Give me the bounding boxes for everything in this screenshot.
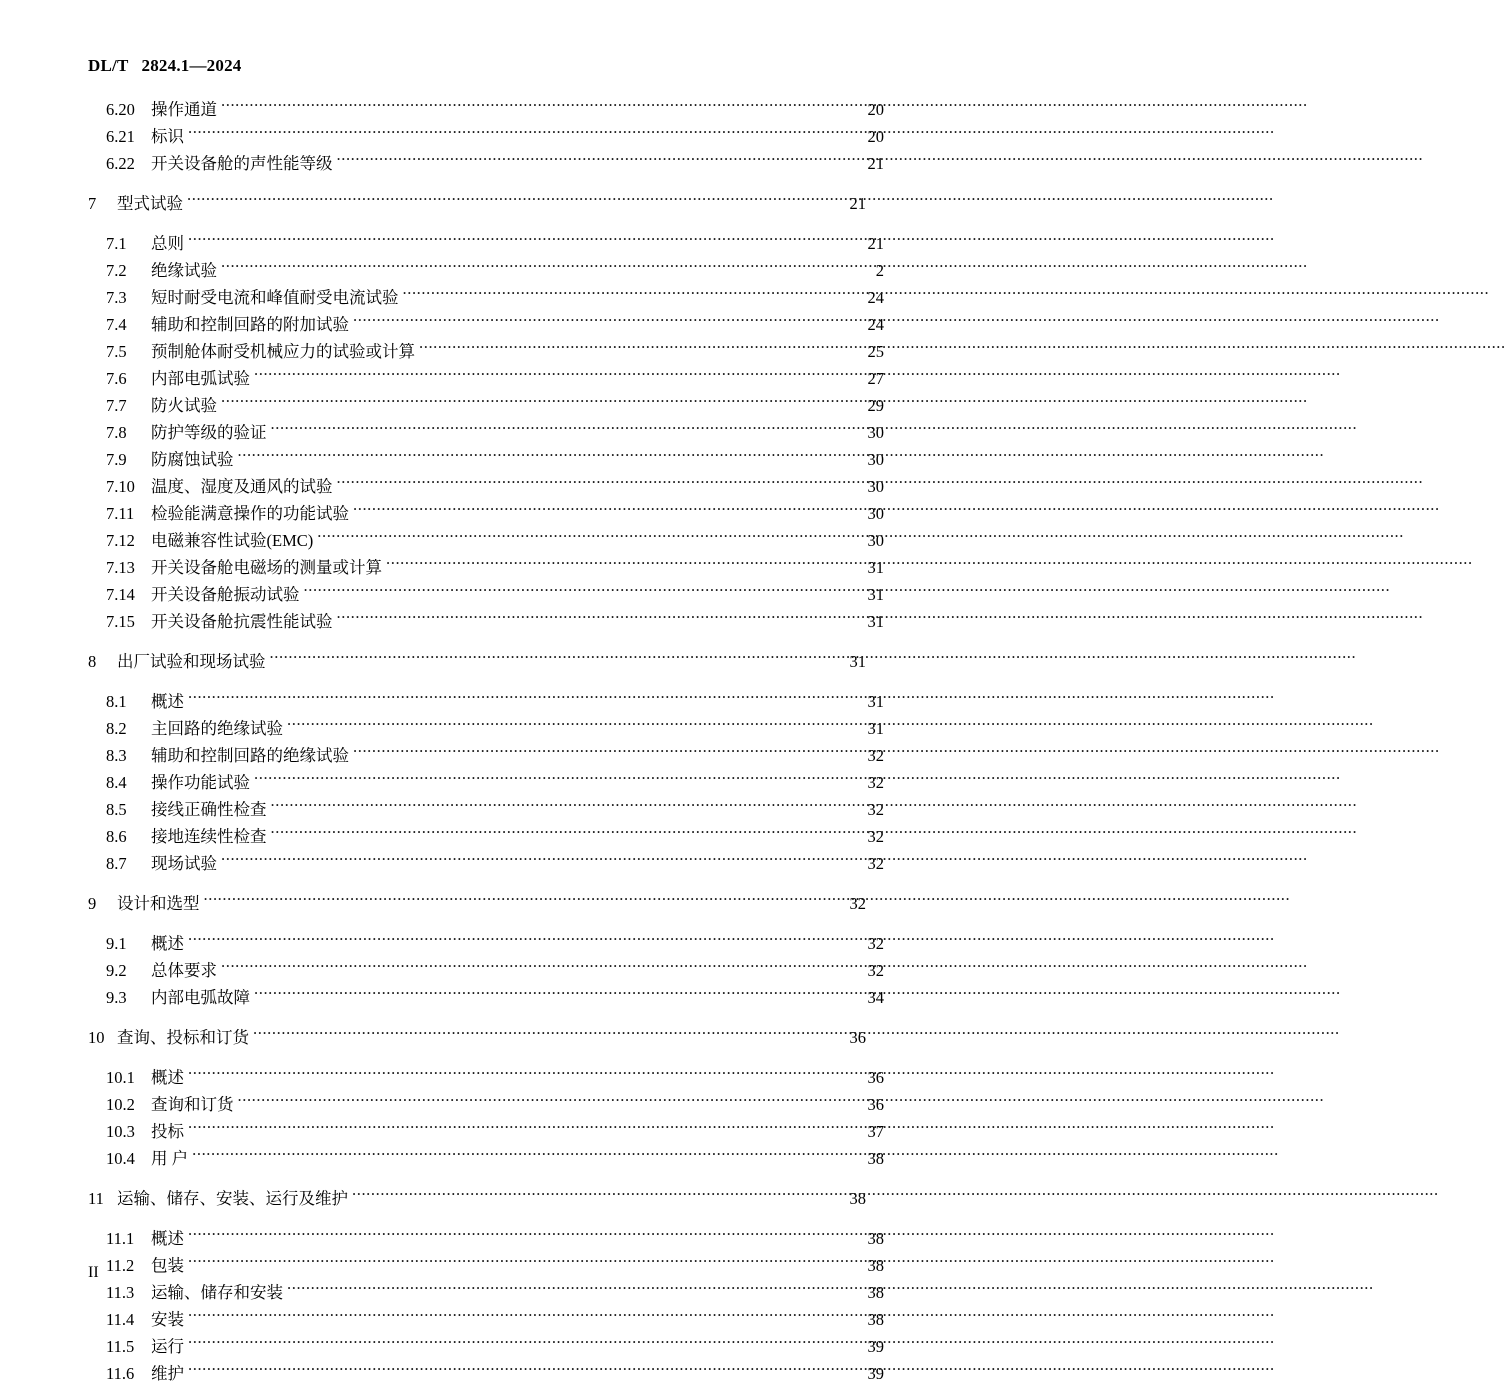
toc-dot-leader [188,1309,851,1325]
toc-entry-title: 短时耐受电流和峰值耐受电流试验 [151,288,399,307]
toc-entry-number: 7.9 [106,450,127,469]
toc-dot-leader [221,260,858,276]
table-of-contents [88,96,884,1387]
toc-entry-page-number: 38 [867,1310,884,1329]
toc-entry-page-number: 29 [867,396,884,415]
toc-entry[interactable] [88,190,866,217]
toc-entry-page-number: 32 [867,746,884,765]
toc-entry-page-number: 34 [867,988,884,1007]
toc-entry-page-number: 38 [867,1229,884,1248]
toc-entry-page-number: 38 [867,1283,884,1302]
toc-entry-page-number: 30 [867,423,884,442]
toc-dot-leader [353,745,858,761]
toc-entry-number: 7.14 [106,585,135,604]
toc-entry-page-number: 20 [867,100,884,119]
toc-entry-number: 10.4 [106,1149,135,1168]
toc-entry[interactable] [88,850,884,877]
toc-entry-title: 辅助和控制回路的附加试验 [151,315,349,334]
toc-entry-title: 预制舱体耐受机械应力的试验或计算 [151,342,415,361]
toc-entry-number: 8.7 [106,854,127,873]
toc-dot-leader [419,341,858,357]
toc-entry-page-number: 21 [867,154,884,173]
toc-entry-number: 7.12 [106,531,135,550]
toc-dot-leader [187,193,840,209]
toc-entry-title: 用 户 [151,1149,189,1168]
toc-entry-title: 型式试验 [117,194,183,213]
toc-entry-title: 投标 [151,1122,184,1141]
toc-entry[interactable] [88,1145,884,1172]
toc-entry-title: 出厂试验和现场试验 [117,652,266,671]
toc-entry-page-number: 2 [875,261,884,280]
toc-entry-title: 主回路的绝缘试验 [151,719,283,738]
toc-dot-leader [337,153,859,169]
toc-entry-page-number: 32 [867,854,884,873]
toc-entry-number: 6.22 [106,154,135,173]
toc-entry-number: 9.2 [106,961,127,980]
toc-entry-title: 设计和选型 [117,894,200,913]
toc-entry-number: 8 [88,652,97,671]
toc-dot-leader [188,1228,851,1244]
toc-dot-leader [270,651,841,667]
toc-entry-title: 概述 [151,692,184,711]
toc-dot-leader [221,960,858,976]
toc-entry-page-number: 32 [849,894,866,913]
toc-entry-number: 7.2 [106,261,127,280]
toc-entry-page-number: 21 [849,194,866,213]
toc-entry-title: 防护等级的验证 [151,423,267,442]
toc-entry-title: 检验能满意操作的功能试验 [151,504,349,523]
toc-entry-number: 11.2 [106,1256,135,1275]
toc-dot-leader [204,893,841,909]
toc-entry-page-number: 32 [867,961,884,980]
toc-entry[interactable] [88,1360,884,1387]
toc-dot-leader [352,1188,833,1204]
toc-entry-number: 7.4 [106,315,127,334]
toc-entry-number: 9.3 [106,988,127,1007]
toc-entry-page-number: 24 [867,315,884,334]
toc-entry-number: 7.13 [106,558,135,577]
toc-entry-title: 概述 [151,934,184,953]
toc-entry-number: 7.15 [106,612,135,631]
toc-entry-title: 运行 [151,1337,184,1356]
toc-entry-title: 内部电弧试验 [151,369,250,388]
toc-entry-title: 查询、投标和订货 [117,1028,249,1047]
toc-entry-number: 8.4 [106,773,127,792]
toc-entry-title: 内部电弧故障 [151,988,250,1007]
toc-entry[interactable] [88,890,866,917]
toc-entry-page-number: 31 [867,692,884,711]
toc-dot-leader [287,718,851,734]
toc-dot-leader [188,933,858,949]
toc-entry-page-number: 30 [867,504,884,523]
running-header: DL/T 2824.1—2024 [88,56,242,75]
toc-entry-page-number: 20 [867,127,884,146]
toc-entry-page-number: 36 [867,1068,884,1087]
toc-entry-title: 接地连续性检查 [151,827,267,846]
toc-dot-leader [287,1282,851,1298]
toc-dot-leader [188,691,858,707]
toc-entry-number: 11.3 [106,1283,135,1302]
toc-entry-title: 概述 [151,1229,184,1248]
toc-dot-leader [271,422,859,438]
toc-dot-leader [188,1067,858,1083]
toc-entry-number: 11.1 [106,1229,135,1248]
toc-dot-leader [403,287,859,303]
toc-dot-leader [188,1363,858,1379]
toc-entry-number: 11 [88,1189,104,1208]
toc-entry-title: 接线正确性检查 [151,800,267,819]
toc-dot-leader [238,1094,859,1110]
toc-entry-page-number: 31 [849,652,866,671]
toc-dot-leader [238,449,859,465]
toc-entry-title: 总则 [151,234,184,253]
toc-entry-title: 运输、储存、安装、运行及维护 [117,1189,348,1208]
toc-entry-number: 7.1 [106,234,127,253]
toc-entry-page-number: 31 [867,558,884,577]
toc-entry-page-number: 38 [849,1189,866,1208]
toc-dot-leader [254,772,858,788]
toc-entry-number: 11.4 [106,1310,135,1329]
toc-entry-number: 10.2 [106,1095,135,1114]
toc-entry-title: 开关设备舱振动试验 [151,585,300,604]
toc-entry[interactable] [88,1024,866,1051]
toc-entry-title: 查询和订货 [151,1095,234,1114]
toc-entry-page-number: 30 [867,477,884,496]
toc-entry-page-number: 32 [867,800,884,819]
toc-dot-leader [271,799,859,815]
toc-entry-number: 8.3 [106,746,127,765]
toc-entry-page-number: 32 [867,934,884,953]
toc-entry-title: 包装 [151,1256,184,1275]
toc-entry-page-number: 38 [867,1256,884,1275]
toc-entry-number: 7 [88,194,97,213]
toc-entry-title: 现场试验 [151,854,217,873]
toc-entry-number: 7.3 [106,288,127,307]
toc-entry-title: 维护 [151,1364,184,1383]
toc-entry-number: 7.7 [106,396,127,415]
toc-entry-number: 10.3 [106,1122,135,1141]
toc-entry-title: 开关设备舱电磁场的测量或计算 [151,558,382,577]
toc-entry-number: 6.20 [106,100,135,119]
toc-dot-leader [353,503,851,519]
toc-entry-title: 标识 [151,127,184,146]
toc-entry-title: 运输、储存和安装 [151,1283,283,1302]
toc-entry-page-number: 39 [867,1337,884,1356]
toc-dot-leader [337,476,852,492]
toc-entry-page-number: 36 [867,1095,884,1114]
toc-entry[interactable] [88,150,884,177]
toc-entry-page-number: 21 [867,234,884,253]
toc-dot-leader [188,126,851,142]
toc-entry-number: 7.5 [106,342,127,361]
toc-entry-number: 9.1 [106,934,127,953]
toc-entry[interactable] [88,648,866,675]
toc-entry-page-number: 24 [867,288,884,307]
toc-dot-leader [253,1027,833,1043]
toc-dot-leader [254,987,858,1003]
toc-entry-number: 9 [88,894,97,913]
toc-entry-page-number: 32 [867,773,884,792]
toc-entry-title: 防腐蚀试验 [151,450,234,469]
toc-entry-title: 总体要求 [151,961,217,980]
toc-entry[interactable] [88,1185,866,1212]
toc-entry-number: 7.6 [106,369,127,388]
toc-entry-page-number: 25 [867,342,884,361]
toc-entry-number: 8.2 [106,719,127,738]
toc-entry-title: 操作功能试验 [151,773,250,792]
toc-dot-leader [188,1121,858,1137]
toc-entry-title: 辅助和控制回路的绝缘试验 [151,746,349,765]
toc-dot-leader [221,395,858,411]
toc-entry-page-number: 38 [867,1149,884,1168]
toc-dot-leader [304,584,859,600]
toc-entry-page-number: 37 [867,1122,884,1141]
toc-entry-page-number: 31 [867,585,884,604]
toc-entry-page-number: 36 [849,1028,866,1047]
toc-entry-number: 8.5 [106,800,127,819]
toc-entry-number: 11.6 [106,1364,135,1383]
toc-entry-page-number: 39 [867,1364,884,1383]
toc-entry[interactable] [88,608,884,635]
toc-entry-number: 11.5 [106,1337,135,1356]
toc-dot-leader [317,530,851,546]
toc-entry-title: 开关设备舱的声性能等级 [151,154,333,173]
toc-entry-title: 安装 [151,1310,184,1329]
toc-entry-number: 10 [88,1028,105,1047]
toc-entry-number: 8.1 [106,692,127,711]
toc-entry-page-number: 27 [867,369,884,388]
toc-entry-number: 7.10 [106,477,135,496]
toc-dot-leader [271,826,859,842]
toc-dot-leader [188,1336,858,1352]
toc-dot-leader [221,99,858,115]
toc-dot-leader [192,1148,858,1164]
toc-entry-number: 7.11 [106,504,135,523]
toc-entry-title: 操作通道 [151,100,217,119]
toc-dot-leader [337,611,859,627]
toc-entry-title: 概述 [151,1068,184,1087]
toc-entry-page-number: 31 [867,612,884,631]
footer-page-number: II [88,1264,99,1281]
toc-dot-leader [221,853,858,869]
toc-entry-title: 绝缘试验 [151,261,217,280]
toc-dot-leader [254,368,858,384]
toc-dot-leader [386,557,858,573]
toc-entry-number: 6.21 [106,127,135,146]
toc-entry-number: 8.6 [106,827,127,846]
toc-entry[interactable] [88,984,884,1011]
toc-entry-page-number: 30 [867,450,884,469]
toc-entry-page-number: 31 [867,719,884,738]
toc-entry-title: 防火试验 [151,396,217,415]
toc-entry-number: 10.1 [106,1068,135,1087]
toc-dot-leader [353,314,851,330]
toc-entry-page-number: 32 [867,827,884,846]
toc-entry-title: 温度、湿度及通风的试验 [151,477,333,496]
toc-dot-leader [188,233,858,249]
toc-entry-title: 开关设备舱抗震性能试验 [151,612,333,631]
toc-dot-leader [188,1255,851,1271]
toc-entry-page-number: 30 [867,531,884,550]
toc-entry-title: 电磁兼容性试验(EMC) [151,531,314,550]
toc-entry-number: 7.8 [106,423,127,442]
